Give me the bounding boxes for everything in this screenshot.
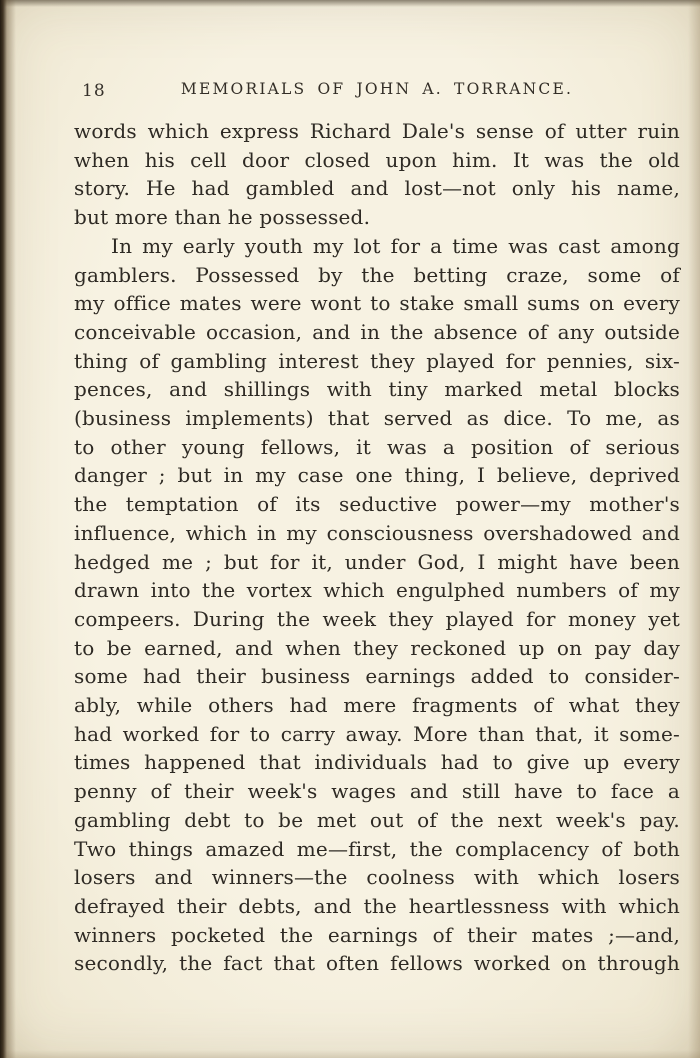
text-line: danger ; but in my case one thing, I believe, deprived xyxy=(74,463,680,488)
text-line: thing of gambling interest they played for pennies, six- xyxy=(74,348,680,373)
text-line: my office mates were wont to stake small sums on every xyxy=(74,291,680,316)
text-line: gamblers. Possessed by the betting craze, some of xyxy=(74,262,680,287)
text-line: story. He had gambled and lost—not only his name, xyxy=(74,176,680,201)
text-line: Two things amazed me—first, the complacency of both xyxy=(74,836,680,861)
text-line: some had their business earnings added to consider- xyxy=(74,664,680,689)
text-line: gambling debt to be met out of the next week's pay. xyxy=(74,807,680,832)
scan-edge-bottom xyxy=(0,1050,700,1058)
text-line: pences, and shillings with tiny marked metal blocks xyxy=(74,377,680,402)
text-line: the temptation of its seductive power—my mother's xyxy=(74,492,680,517)
text-line: drawn into the vortex which engulphed numbers of my xyxy=(74,578,680,603)
text-line: penny of their week's wages and still have to face a xyxy=(74,779,680,804)
text-line: losers and winners—the coolness with which losers xyxy=(74,865,680,890)
text-line: (business implements) that served as dice. To me, as xyxy=(74,406,680,431)
text-line: hedged me ; but for it, under God, I might have been xyxy=(74,549,680,574)
running-header-row xyxy=(74,80,680,104)
scan-edge-top xyxy=(0,0,700,7)
text-line: conceivable occasion, and in the absence of any outside xyxy=(74,319,680,344)
text-line: secondly, the fact that often fellows worked on through xyxy=(74,951,680,976)
text-line: influence, which in my consciousness overshadowed and xyxy=(74,520,680,545)
text-line: but more than he possessed. xyxy=(74,205,371,230)
scan-edge-right xyxy=(688,0,700,1058)
text-line: defrayed their debts, and the heartlessness with which xyxy=(74,893,680,918)
text-line: when his cell door closed upon him. It was the old xyxy=(74,147,680,172)
text-line: compeers. During the week they played for money yet xyxy=(74,606,680,631)
text-line: words which express Richard Dale's sense of utter ruin xyxy=(74,119,680,143)
text-line: had worked for to carry away. More than that, it some- xyxy=(74,721,680,746)
text-line: ably, while others had mere fragments of what they xyxy=(74,693,680,718)
text-line: In my early youth my lot for a time was cast among xyxy=(111,233,680,258)
text-line: to other young fellows, it was a position of serious xyxy=(74,434,680,459)
text-line: winners pocketed the earnings of their mates ;—and, xyxy=(74,922,680,947)
page-number: 18 xyxy=(82,81,106,101)
text-line: to be earned, and when they reckoned up on pay day xyxy=(74,635,680,660)
scan-edge-left xyxy=(0,0,16,1058)
running-header: MEMORIALS OF JOHN A. TORRANCE. xyxy=(180,80,574,98)
text-line: times happened that individuals had to give up every xyxy=(74,750,680,775)
body-text xyxy=(74,117,680,978)
